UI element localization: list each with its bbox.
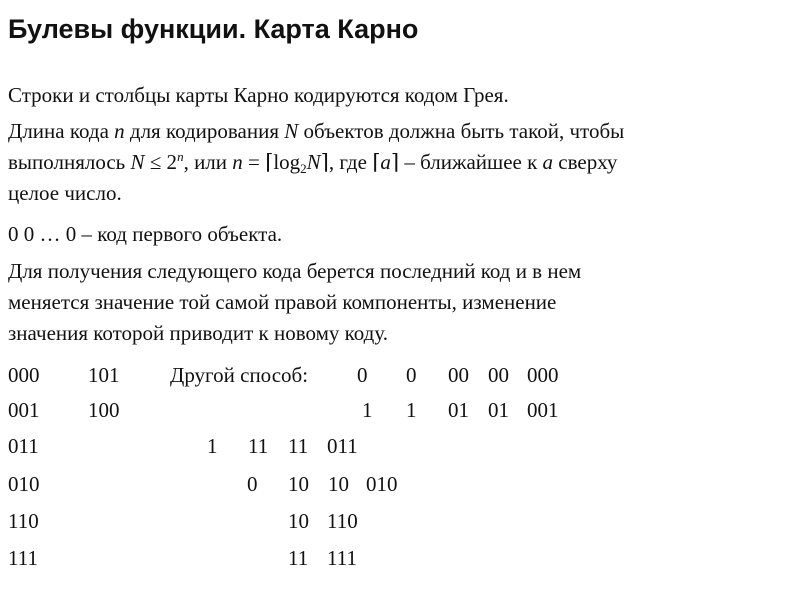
code-cell: 00 — [448, 363, 469, 387]
code-cell: 011 — [8, 434, 39, 458]
code-cell: 111 — [327, 546, 357, 570]
code-cell: 1 — [207, 434, 218, 458]
code-cell: 10 — [288, 472, 309, 496]
text-fragment: Длина кода — [8, 119, 115, 143]
code-cell: 010 — [366, 472, 398, 496]
var-N: N — [306, 150, 321, 174]
code-length-line-2 — [8, 147, 624, 178]
code-cell: 1 — [362, 398, 373, 422]
code-cell: 10 — [328, 472, 349, 496]
text-fragment: для кодирования — [124, 119, 285, 143]
paragraph-gray-code: Строки и столбцы карты Карно кодируются кодом Грея. — [8, 83, 509, 107]
text-fragment: выполнялось — [8, 150, 131, 174]
text-fragment: ⌉ – ближайшее к — [390, 150, 543, 174]
code-cell: 01 — [488, 398, 509, 422]
text-fragment: = ⌈log — [242, 150, 301, 174]
text-fragment: , или — [183, 150, 233, 174]
text-fragment: сверху — [553, 150, 618, 174]
next-code-line-3: значения которой приводит к новому коду. — [8, 321, 388, 345]
log-base: 2 — [300, 161, 307, 176]
code-length-line-1 — [8, 116, 624, 147]
next-code-line-2: меняется значение той самой правой компоненты, изменение — [8, 290, 557, 314]
code-cell: 010 — [8, 472, 40, 496]
code-cell: 011 — [327, 434, 358, 458]
paragraph-first-code: 0 0 … 0 – код первого объекта. — [8, 222, 283, 246]
code-cell: 100 — [88, 398, 120, 422]
text-fragment: ≤ 2 — [144, 150, 178, 174]
exponent-n: n — [177, 149, 184, 164]
code-cell: 110 — [327, 509, 358, 533]
code-cell: 110 — [8, 509, 39, 533]
code-cell: 101 — [88, 363, 120, 387]
text-fragment: объектов должна быть такой, чтобы — [298, 119, 625, 143]
code-cell: 11 — [288, 546, 309, 570]
code-cell: 001 — [8, 398, 40, 422]
code-cell: 00 — [488, 363, 509, 387]
code-cell: 111 — [8, 546, 38, 570]
text-fragment: ⌉, где ⌈ — [320, 150, 381, 174]
code-cell: 000 — [8, 363, 40, 387]
var-n: n — [232, 150, 243, 174]
code-cell: 0 — [247, 472, 258, 496]
code-cell: 1 — [406, 398, 417, 422]
code-cell: 0 — [357, 363, 368, 387]
var-a: a — [542, 150, 554, 174]
code-cell: 001 — [527, 398, 559, 422]
code-cell: 10 — [288, 509, 309, 533]
paragraph-code-length — [8, 116, 624, 209]
paragraph-next-code — [8, 256, 581, 349]
code-cell: 01 — [448, 398, 469, 422]
code-cell: 0 — [406, 363, 417, 387]
other-method-label: Другой способ: — [170, 363, 309, 387]
code-length-line-3: целое число. — [8, 181, 122, 205]
var-n: n — [114, 119, 125, 143]
code-cell: 11 — [248, 434, 269, 458]
code-cell: 11 — [288, 434, 309, 458]
code-cell: 000 — [527, 363, 559, 387]
next-code-line-1: Для получения следующего кода берется последний код и в нем — [8, 259, 582, 283]
var-N: N — [130, 150, 145, 174]
var-a: a — [380, 150, 391, 174]
page-title: Булевы функции. Карта Карно — [8, 14, 419, 44]
var-N: N — [284, 119, 299, 143]
